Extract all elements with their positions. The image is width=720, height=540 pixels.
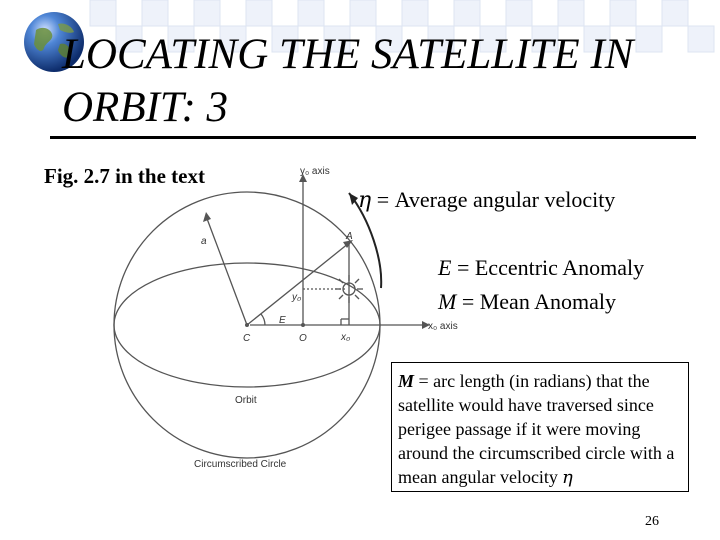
title-rule (50, 136, 696, 139)
label-C: C (243, 333, 251, 344)
m-symbol: M (438, 289, 457, 314)
label-x0: x₀ (341, 332, 351, 343)
line-CA (247, 243, 349, 325)
label-a: a (201, 236, 207, 247)
eta-text: = Average angular velocity (371, 187, 616, 212)
label-O: O (299, 333, 307, 344)
figure-caption: Fig. 2.7 in the text (44, 164, 205, 188)
m-text: = Mean Anomaly (456, 289, 616, 314)
page-number: 26 (645, 514, 659, 529)
e-symbol: E (438, 255, 452, 280)
note-box (391, 362, 689, 492)
label-circumscribed: Circumscribed Circle (194, 459, 287, 470)
label-x-axis: x₀ axis (428, 321, 458, 332)
label-orbit: Orbit (235, 395, 257, 406)
label-E: E (279, 315, 286, 326)
e-definition (438, 255, 644, 281)
note-eta-symbol: η (561, 467, 573, 488)
label-y0: y₀ (292, 292, 302, 303)
e-text: = Eccentric Anomaly (451, 255, 645, 280)
label-A: A (346, 231, 353, 242)
note-text: = arc length (in radians) that the satellite would have traversed since perigee passage if it were moving around the circumscribed circle with a mean angular velocity (398, 371, 675, 487)
angle-E-arc (261, 314, 265, 325)
label-y-axis: y₀ axis (300, 166, 330, 177)
eta-definition (358, 187, 615, 213)
note-m-symbol: M (398, 371, 415, 391)
radius-a (206, 216, 247, 325)
m-definition (438, 289, 616, 315)
eta-symbol: η (358, 188, 372, 213)
slide-title: LOCATING THE SATELLITE IN ORBIT: 3 (62, 31, 634, 131)
